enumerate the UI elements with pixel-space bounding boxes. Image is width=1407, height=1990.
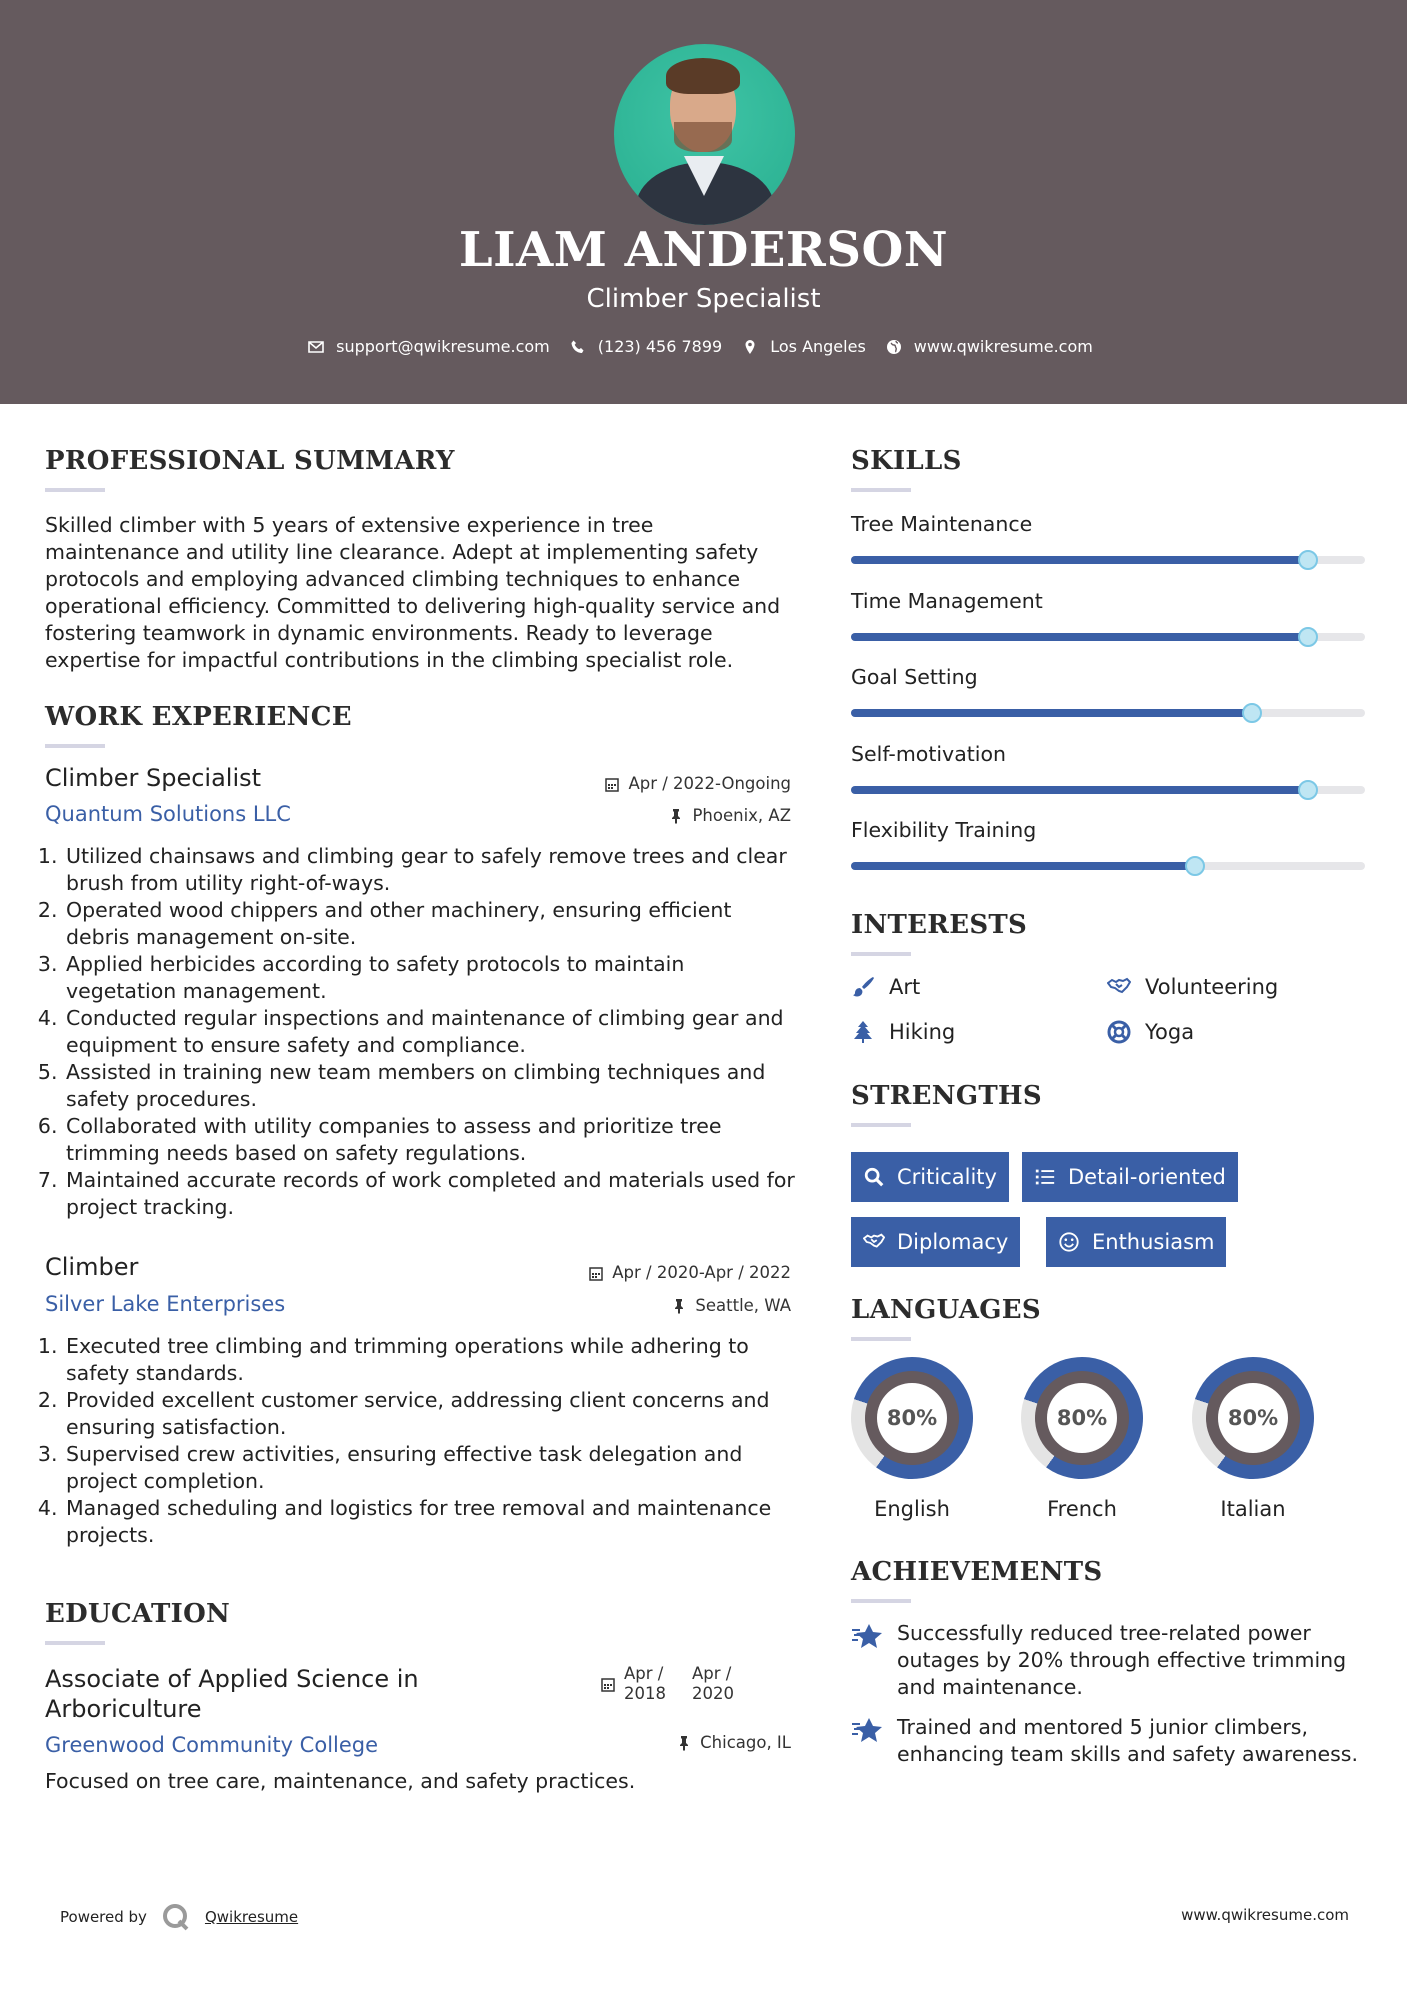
location-text: Los Angeles <box>770 337 866 356</box>
language-name: French <box>1047 1497 1117 1521</box>
skill-bar <box>851 709 1365 717</box>
skill-bar <box>851 633 1365 641</box>
skill-bar <box>851 862 1365 870</box>
phone-text: (123) 456 7899 <box>597 337 723 356</box>
education-heading: EDUCATION <box>45 1599 231 1629</box>
education-description: Focused on tree care, maintenance, and safety practices. <box>45 1769 636 1793</box>
skills-rule <box>851 488 911 492</box>
list-item: 6. Collaborated with utility companies to assess and prioritize tree trimming needs based on safety regulations. <box>64 1113 796 1167</box>
achievement-item: Trained and mentored 5 junior climbers, enhancing team skills and safety awareness. <box>851 1714 1371 1768</box>
list-icon <box>1034 1166 1056 1188</box>
summary-text: Skilled climber with 5 years of extensive experience in tree maintenance and utility line clearance. Adept at implementing safety protocols and employing advanced climbing techniques to enhance operational efficiency. Committed to delivering high-quality service and fostering teamwork in dynamic environments. Ready to leverage expertise for impactful contributions in the climbing specialist role. <box>45 513 781 672</box>
language-name: Italian <box>1220 1497 1286 1521</box>
skill-bar-fill <box>851 786 1308 794</box>
list-item: 3. Supervised crew activities, ensuring effective task delegation and project completion. <box>64 1441 796 1495</box>
list-item: 2. Operated wood chippers and other machinery, ensuring efficient debris management on-site. <box>64 897 796 951</box>
education-dates <box>600 1664 742 1704</box>
skill-bar <box>851 556 1365 564</box>
powered-by <box>60 1902 298 1932</box>
summary-heading: PROFESSIONAL SUMMARY <box>45 446 455 476</box>
strengths-rule <box>851 1123 911 1127</box>
list-item: 1. Executed tree climbing and trimming operations while adhering to safety standards. <box>64 1333 796 1387</box>
contact-bar <box>0 337 1407 356</box>
footer-url[interactable]: www.qwikresume.com <box>1181 1906 1349 1924</box>
education-end: Apr / 2020 <box>692 1664 734 1703</box>
star-icon <box>851 1622 883 1652</box>
language-level: 80% <box>1047 1383 1117 1453</box>
company-name: Silver Lake Enterprises <box>45 1292 286 1316</box>
strength-chip: Detail-oriented <box>1022 1152 1238 1202</box>
contact-email[interactable] <box>308 337 550 356</box>
skill-bar-handle <box>1298 627 1318 647</box>
skill-name: Tree Maintenance <box>851 512 1033 536</box>
education-rule <box>45 1641 105 1645</box>
experience-heading: WORK EXPERIENCE <box>45 702 352 732</box>
skills-heading: SKILLS <box>851 446 962 476</box>
handshake-icon <box>1107 975 1131 999</box>
language-name: English <box>874 1497 950 1521</box>
job-title: Climber <box>45 1253 139 1281</box>
job-location: Phoenix, AZ <box>668 806 791 825</box>
calendar-icon <box>600 1676 616 1692</box>
strength-chip: Criticality <box>851 1152 1009 1202</box>
job-dates: Apr / 2022-Ongoing <box>604 774 791 793</box>
language-ring <box>835 1341 989 1495</box>
candidate-title: Climber Specialist <box>586 284 821 314</box>
skill-bar-handle <box>1242 703 1262 723</box>
skill-bar-handle <box>1298 780 1318 800</box>
experience-rule <box>45 744 105 748</box>
skill-name: Time Management <box>851 588 1043 613</box>
strength-chip: Diplomacy <box>851 1217 1020 1267</box>
education-start: Apr / 2018 <box>624 1664 666 1703</box>
interest-hiking: Hiking <box>851 1020 955 1044</box>
qwikresume-link[interactable]: Qwikresume <box>204 1908 299 1926</box>
skill-bar-fill <box>851 862 1195 870</box>
contact-website[interactable] <box>886 337 1093 356</box>
map-pin-icon <box>742 339 758 355</box>
strength-chip: Enthusiasm <box>1046 1217 1226 1267</box>
language-ring-inner <box>1023 1359 1141 1477</box>
email-text: support@qwikresume.com <box>336 337 550 356</box>
envelope-icon <box>308 339 324 355</box>
qwikresume-logo-icon <box>161 1902 191 1932</box>
interests-rule <box>851 952 911 956</box>
job-title: Climber Specialist <box>45 764 262 792</box>
contact-location <box>742 337 866 356</box>
skill-bar-fill <box>851 556 1308 564</box>
phone-icon <box>570 339 586 355</box>
language-ring-inner <box>853 1359 971 1477</box>
calendar-icon <box>588 1265 604 1281</box>
languages-rule <box>851 1337 911 1341</box>
handshake-icon <box>863 1231 885 1253</box>
education-location: Chicago, IL <box>676 1733 791 1752</box>
interests-heading: INTERESTS <box>851 910 1028 940</box>
list-item: 2. Provided excellent customer service, addressing client concerns and ensuring satisfaction. <box>64 1387 796 1441</box>
list-item: 3. Applied herbicides according to safety protocols to maintain vegetation management. <box>64 951 796 1005</box>
skill-bar-handle <box>1185 856 1205 876</box>
achievement-item: Successfully reduced tree-related power outages by 20% through effective trimming and maintenance. <box>851 1620 1371 1701</box>
language-level: 80% <box>1218 1383 1288 1453</box>
globe-icon <box>886 339 902 355</box>
achievements-rule <box>851 1599 911 1603</box>
skill-bar <box>851 786 1365 794</box>
smile-icon <box>1058 1231 1080 1253</box>
list-item: 1. Utilized chainsaws and climbing gear to safely remove trees and clear brush from utility right-of-ways. <box>64 843 796 897</box>
header <box>0 0 1407 404</box>
job-dates: Apr / 2020-Apr / 2022 <box>588 1263 791 1282</box>
website-text: www.qwikresume.com <box>913 337 1093 356</box>
interest-art: Art <box>851 975 920 999</box>
calendar-icon <box>604 776 620 792</box>
summary-rule <box>45 488 105 492</box>
language-level: 80% <box>877 1383 947 1453</box>
skill-name: Goal Setting <box>851 665 978 689</box>
school-name: Greenwood Community College <box>45 1733 379 1757</box>
skill-bar-fill <box>851 709 1252 717</box>
candidate-name: LIAM ANDERSON <box>458 222 949 278</box>
interest-yoga: Yoga <box>1107 1020 1194 1044</box>
pushpin-icon <box>671 1298 687 1314</box>
degree-title: Associate of Applied Science in Arboriculture <box>45 1665 419 1723</box>
profile-photo <box>614 44 795 225</box>
search-icon <box>863 1166 885 1188</box>
skill-name: Flexibility Training <box>851 818 1037 842</box>
language-ring <box>1005 1341 1159 1495</box>
languages-heading: LANGUAGES <box>851 1295 1041 1325</box>
job-bullets <box>36 843 796 1221</box>
list-item: 4. Conducted regular inspections and maintenance of climbing gear and equipment to ensure safety and compliance. <box>64 1005 796 1059</box>
strengths-heading: STRENGTHS <box>851 1081 1042 1111</box>
language-ring-inner <box>1194 1359 1312 1477</box>
paintbrush-icon <box>851 975 875 999</box>
skill-bar-handle <box>1298 550 1318 570</box>
list-item: 5. Assisted in training new team members on climbing techniques and safety procedures. <box>64 1059 796 1113</box>
interest-volunteering: Volunteering <box>1107 975 1278 999</box>
company-name: Quantum Solutions LLC <box>45 802 291 826</box>
language-ring <box>1176 1341 1330 1495</box>
star-icon <box>851 1716 883 1746</box>
job-bullets <box>36 1333 796 1549</box>
skill-name: Self-motivation <box>851 741 1007 766</box>
pushpin-icon <box>668 808 684 824</box>
skill-bar-fill <box>851 633 1308 641</box>
achievements-heading: ACHIEVEMENTS <box>851 1557 1103 1587</box>
powered-by-label: Powered by <box>60 1908 147 1926</box>
job-location: Seattle, WA <box>671 1296 791 1315</box>
contact-phone[interactable] <box>570 337 722 356</box>
lifering-icon <box>1107 1020 1131 1044</box>
list-item: 4. Managed scheduling and logistics for tree removal and maintenance projects. <box>64 1495 796 1549</box>
pushpin-icon <box>676 1735 692 1751</box>
tree-icon <box>851 1020 875 1044</box>
list-item: 7. Maintained accurate records of work completed and materials used for project tracking. <box>64 1167 796 1221</box>
